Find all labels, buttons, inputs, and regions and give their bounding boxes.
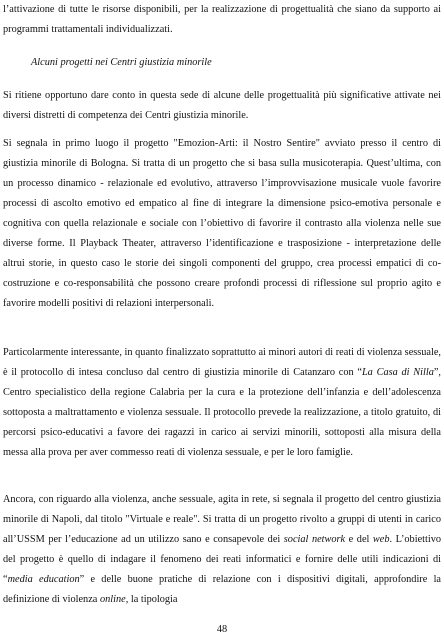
text-run: Ancora, con riguardo alla violenza, anche sessuale, agita in rete, si segnala il progetto del centro giustizia minorile di Napoli, dal titolo "Virtuale e reale". Si tratta di un progetto rivolto a gruppi di utenti in carico all’USSM per l’educazione ad un utilizzo sano e consapevole dei xyxy=(3,494,441,545)
text-run: , la tipologia xyxy=(125,594,178,605)
italic-text-run: La Casa di Nilla xyxy=(361,367,434,378)
paragraph-intro-continuation: l’attivazione di tutte le risorse disponibili, per la realizzazione di progettualità che siano da supporto ai programmi trattamentali individualizzati. xyxy=(3,4,441,35)
paragraph-catanzaro-protocol xyxy=(3,343,441,463)
text-run: ” e delle buone pratiche di relazione con i dispositivi digitali, approfondire la definizione di violenza xyxy=(3,574,442,605)
paragraph-projects-intro: Si ritiene opportuno dare conto in questa sede di alcune delle progettualità più significative attivate nei diversi distretti di competenza dei Centri giustizia minorile. xyxy=(3,90,441,121)
text-run: . L’obiettivo del progetto è quello di indagare il fenomeno dei reati informatici e fornire delle utili indicazioni di “ xyxy=(3,534,442,585)
document-page xyxy=(3,0,441,641)
text-run: Particolarmente interessante, in quanto finalizzato soprattutto ai minori autori di reati di violenza sessuale, è il protocollo di intesa concluso dal centro di giustizia minorile di Catanzaro con “ xyxy=(3,347,441,378)
text-run: ”, Centro specialistico della regione Calabria per la cura e la protezione dell’infanzia e dell’adolescenza sottoposta a maltrattamento e violenza sessuale. Il protocollo prevede la realizzazione, a titolo gratuito, di percorsi psico-educativi a favore dei ragazzi in carico ai servizi minorili, sottoposti alla misura della messa alla prova per aver commesso reati di violenza sessuale, e per le loro famiglie. xyxy=(3,367,441,458)
italic-text-run: media education xyxy=(7,574,80,585)
text-run: e del xyxy=(345,534,373,545)
section-heading: Alcuni progetti nei Centri giustizia minorile xyxy=(31,57,212,68)
page-number: 48 xyxy=(216,624,228,635)
paragraph-bologna-project: Si segnala in primo luogo il progetto "Emozion-Arti: il Nostro Sentire" avviato presso il centro di giustizia minorile di Bologna. Si tratta di un progetto che si basa sulla musicoterapia. Quest’ultima, con un processo dinamico - relazionale ed evolutivo, attraverso l’improvvisazione musicale vuole favorire processi di ascolto emotivo ed empatico al fine di integrare la dimensione psico-emotiva personale e cognitiva con quella relazionale e sociale con l’obiettivo di favorire il contrasto alla violenza nelle sue diverse forme. Il Playback Theater, attraverso l’identificazione e trasposizione - interpretazione delle altrui storie, in questo caso le storie dei singoli componenti del gruppo, crea processi empatici di co-costruzione e co-responsabilità che possono creare profondi processi di riflessione sul proprio agito e favorire modelli positivi di relazioni interpersonali. xyxy=(3,138,441,309)
italic-text-run: web xyxy=(372,534,390,545)
paragraph-napoli-project xyxy=(3,490,441,610)
italic-text-run: online xyxy=(99,594,126,605)
italic-text-run: social network xyxy=(283,534,346,545)
